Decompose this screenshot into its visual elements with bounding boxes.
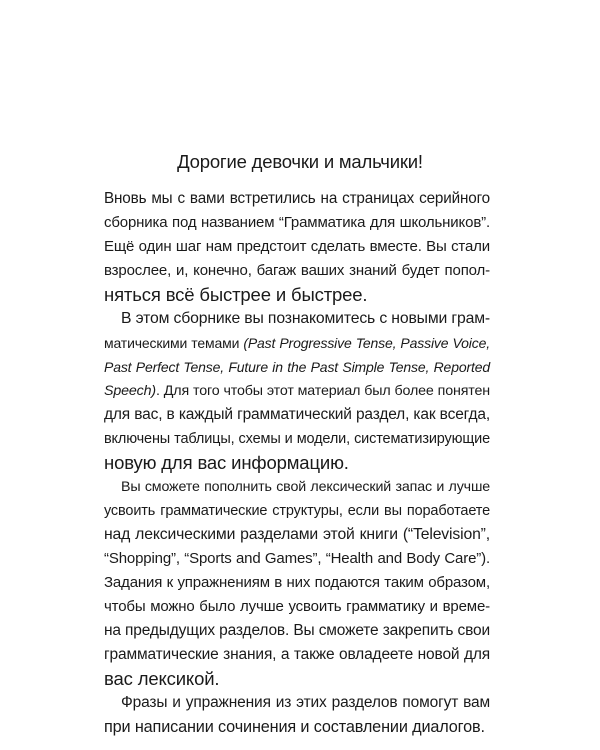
text-segment: на предыдущих разделов. Вы сможете закрепить свои <box>104 622 490 639</box>
text-segment: взрослее, и, конечно, багаж ваших знаний будет попол- <box>104 262 490 279</box>
text-line <box>104 211 490 235</box>
text-segment: чтобы можно было лучше усвоить грамматику и време- <box>104 598 490 615</box>
text-line <box>104 235 490 259</box>
text-segment: В этом сборнике вы познакомитесь с новыми грам- <box>121 310 490 327</box>
text-segment: Вы сможете пополнить свой лексический запас и лучше <box>121 479 490 495</box>
text-line <box>104 379 490 403</box>
page-title: Дорогие девочки и мальчики! <box>177 151 423 172</box>
text-line <box>104 403 490 427</box>
text-segment: . Для того чтобы этот материал был более понятен <box>156 383 490 399</box>
text-line <box>121 691 490 715</box>
text-line <box>104 667 490 691</box>
text-segment: новую для вас информацию. <box>104 452 349 473</box>
text-line <box>104 187 490 211</box>
text-line <box>104 451 490 475</box>
text-segment: Задания к упражнениям в них подаются таким образом, <box>104 574 490 591</box>
text-line <box>104 523 490 547</box>
text-segment: включены таблицы, схемы и модели, систематизирующие <box>104 431 490 447</box>
text-line <box>104 643 490 667</box>
text-segment: при написании сочинения и составлении диалогов. <box>104 718 485 736</box>
text-line <box>104 595 490 619</box>
text-segment: “Shopping”, “Sports and Games”, “Health and Body Care”). <box>104 550 490 567</box>
text-line <box>104 547 490 571</box>
text-line <box>121 475 490 499</box>
text-segment: для вас, в каждый грамматический раздел, как всегда, <box>104 406 490 423</box>
text-segment: матическими темами <box>104 335 244 351</box>
text-segment: Вновь мы с вами встретились на страницах серийного <box>104 190 490 207</box>
text-line <box>104 715 490 739</box>
text-segment: вас лексикой. <box>104 668 220 689</box>
text-line <box>121 307 490 331</box>
text-line <box>104 571 490 595</box>
text-line <box>104 283 490 307</box>
text-segment-italic: (Past Progressive Tense, Passive Voice, <box>243 335 490 351</box>
text-segment: Ещё один шаг нам предстоит сделать вместе. Вы стали <box>104 238 490 255</box>
text-line <box>104 259 490 283</box>
text-line <box>104 619 490 643</box>
text-segment: сборника под названием “Грамматика для школьников”. <box>104 214 490 231</box>
text-segment-italic: Speech) <box>104 383 157 399</box>
text-segment: грамматические знания, а также овладеете новой для <box>104 646 490 663</box>
text-line <box>104 355 490 379</box>
text-line <box>104 499 490 523</box>
text-segment: няться всё быстрее и быстрее. <box>104 284 368 305</box>
text-line <box>104 427 490 451</box>
text-segment: усвоить грамматические структуры, если вы поработаете <box>104 503 490 519</box>
text-line <box>104 331 490 355</box>
text-segment: Фразы и упражнения из этих разделов помогут вам <box>121 694 490 711</box>
text-segment: над лексическими разделами этой книги (“Television”, <box>104 526 490 543</box>
text-segment-italic: Past Perfect Tense, Future in the Past Simple Tense, Reported <box>104 359 490 375</box>
